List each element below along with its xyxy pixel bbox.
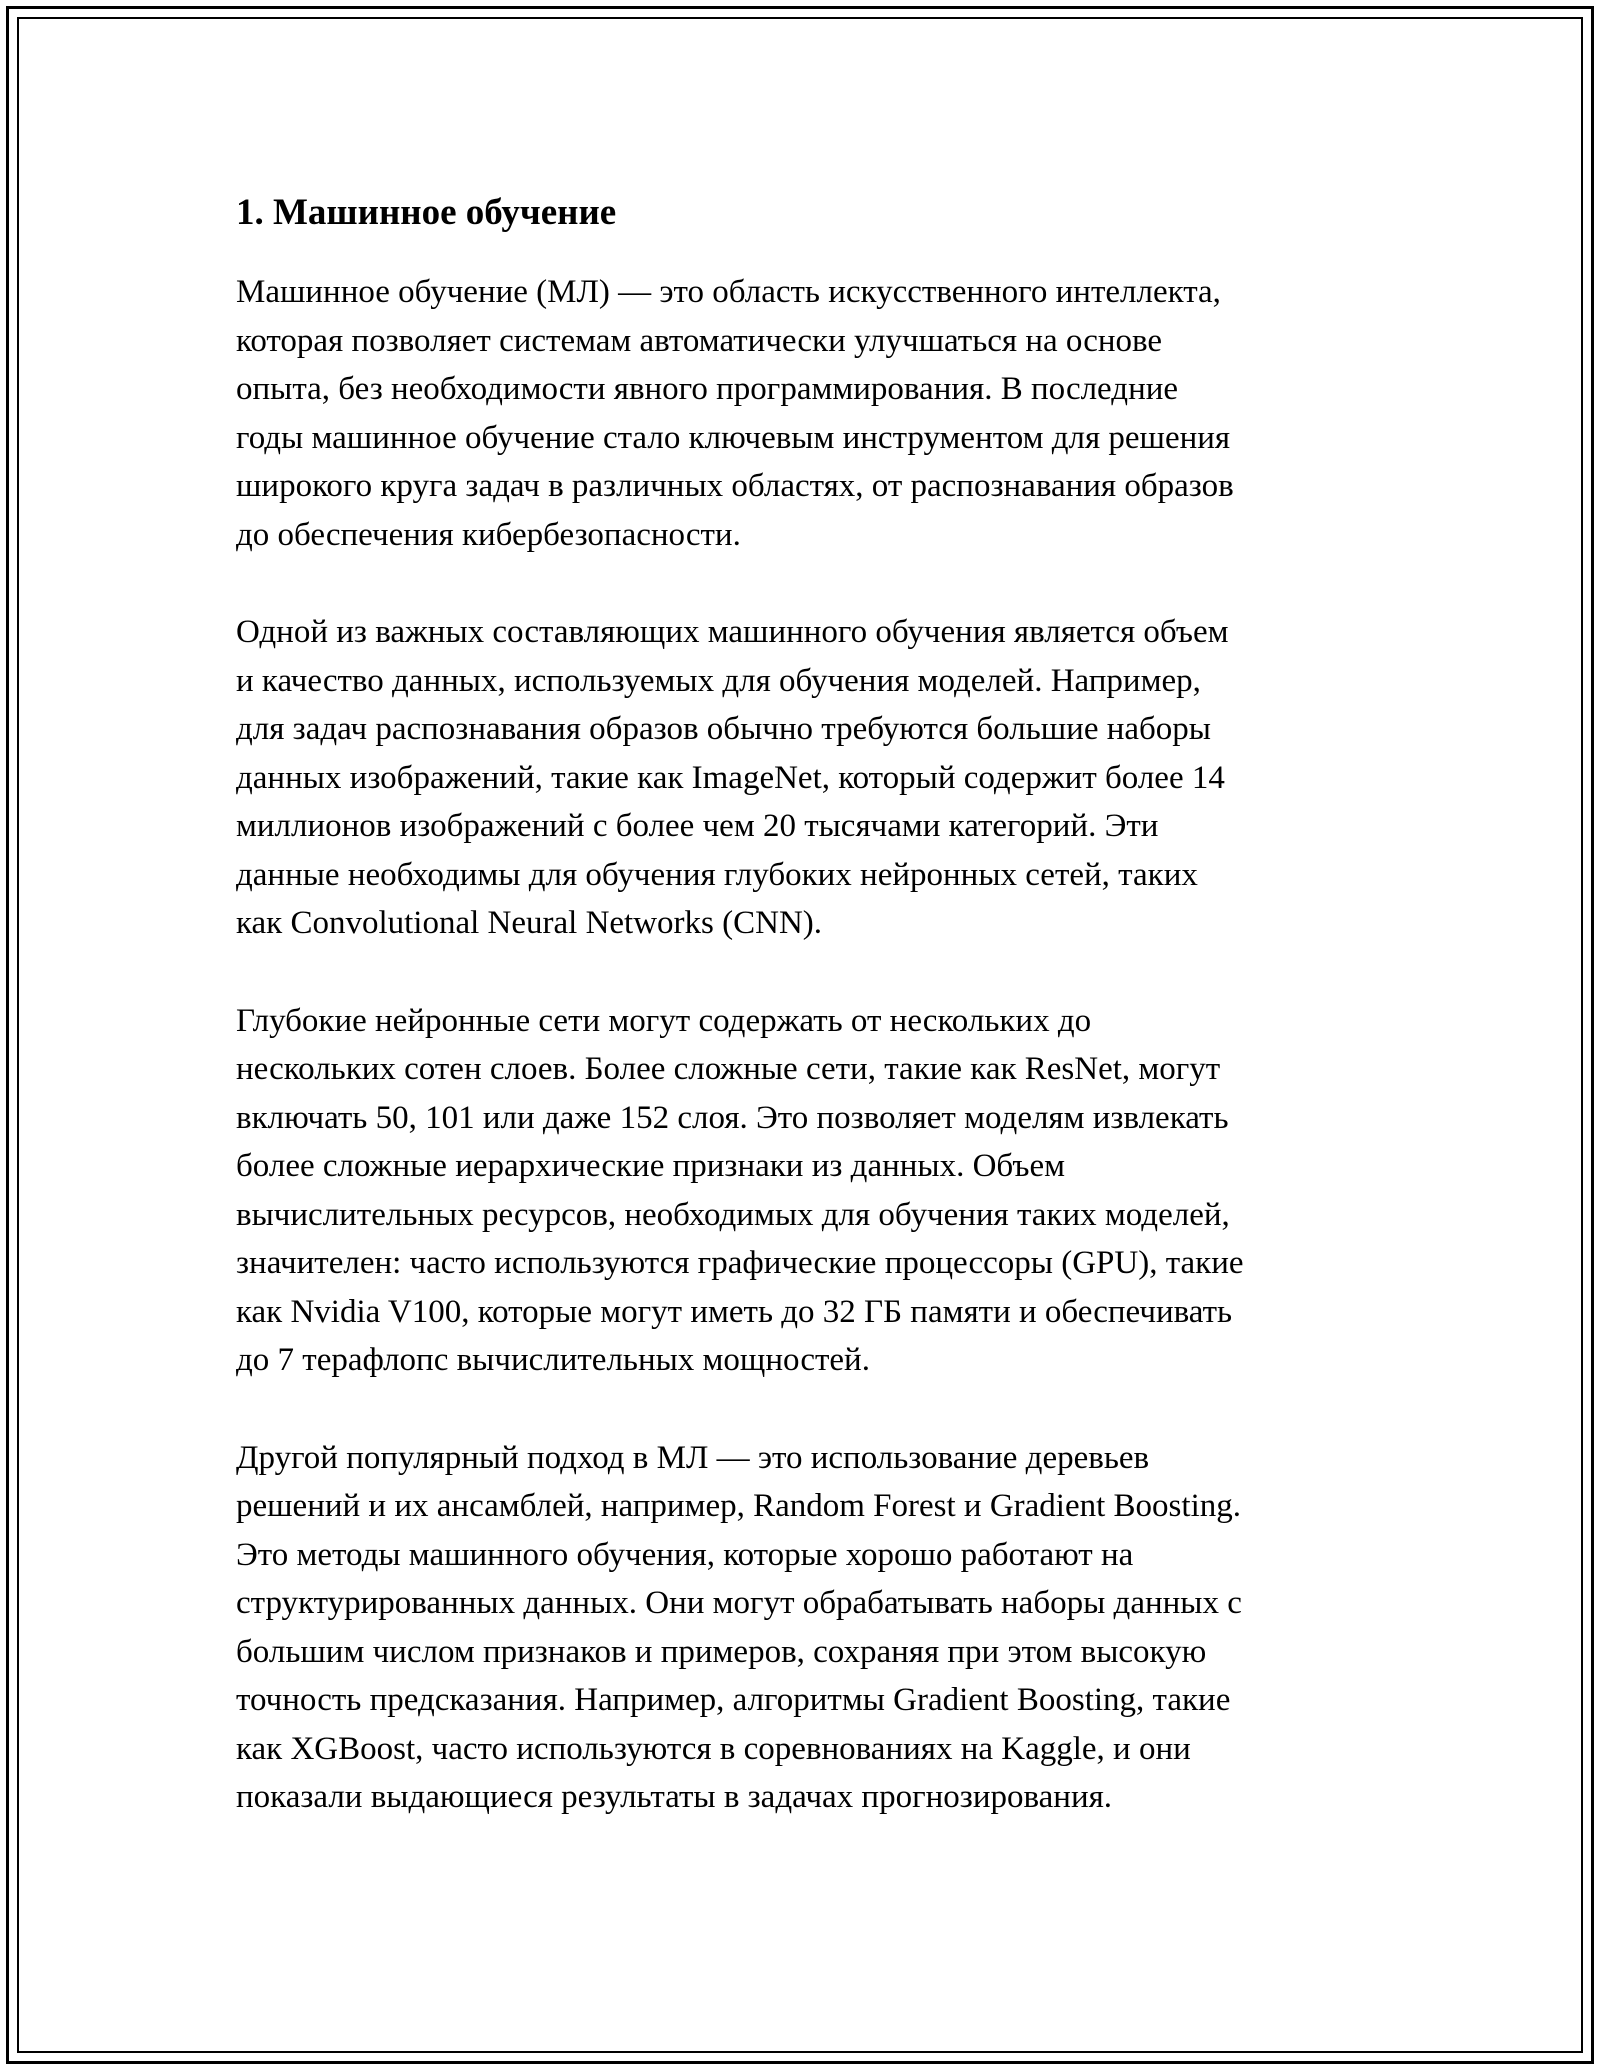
document-body	[236, 188, 1376, 1871]
text-line: как Convolutional Neural Networks (CNN).	[236, 905, 823, 941]
text-line: миллионов изображений с более чем 20 тысячами категорий. Эти	[236, 808, 1159, 844]
text-line: вычислительных ресурсов, необходимых для обучения таких моделей,	[236, 1196, 1230, 1233]
paragraph-decision-trees	[236, 1434, 1376, 1822]
text-line: нескольких сотен слоев. Более сложные сети, такие как ResNet, могут	[236, 1051, 1221, 1087]
text-line: данные необходимы для обучения глубоких нейронных сетей, таких	[236, 856, 1198, 893]
text-line: как Nvidia V100, которые могут иметь до 32 ГБ памяти и обеспечивать	[236, 1293, 1233, 1330]
paragraph-data-importance	[236, 608, 1376, 948]
text-line: широкого круга задач в различных областях, от распознавания образов	[236, 468, 1234, 504]
text-line: структурированных данных. Они могут обрабатывать наборы данных с	[236, 1585, 1242, 1621]
text-line: включать 50, 101 или даже 152 слоя. Это позволяет моделям извлекать	[236, 1099, 1229, 1136]
text-line: данных изображений, такие как ImageNet, который содержит более 14	[236, 759, 1225, 796]
text-line: Машинное обучение (МЛ) — это область искусственного интеллекта,	[236, 274, 1221, 310]
section-heading: 1. Машинное обучение	[236, 192, 617, 233]
text-line: более сложные иерархические признаки из данных. Объем	[236, 1148, 1065, 1184]
text-line: точность предсказания. Например, алгоритмы Gradient Boosting, такие	[236, 1682, 1231, 1718]
text-line: и качество данных, используемых для обучения моделей. Например,	[236, 662, 1201, 699]
text-line: до 7 терафлопс вычислительных мощностей.	[236, 1342, 870, 1378]
text-line: опыта, без необходимости явного программирования. В последние	[236, 371, 1179, 407]
text-line: Глубокие нейронные сети могут содержать от нескольких до	[236, 1002, 1092, 1039]
paragraph-deep-networks	[236, 997, 1376, 1385]
text-line: до обеспечения кибербезопасности.	[236, 516, 741, 553]
text-line: большим числом признаков и примеров, сохраняя при этом высокую	[236, 1633, 1207, 1670]
text-line: Одной из важных составляющих машинного обучения является объем	[236, 614, 1229, 650]
text-line: Другой популярный подход в МЛ — это использование деревьев	[236, 1439, 1150, 1476]
text-line: показали выдающиеся результаты в задачах прогнозирования.	[236, 1779, 1113, 1815]
text-line: значителен: часто используются графические процессоры (GPU), такие	[236, 1245, 1244, 1281]
text-line: которая позволяет системам автоматически улучшаться на основе	[236, 322, 1163, 359]
text-line: решений и их ансамблей, например, Random Forest и Gradient Boosting.	[236, 1488, 1241, 1524]
paragraph-ml-definition	[236, 268, 1376, 559]
text-line: для задач распознавания образов обычно требуются большие наборы	[236, 711, 1211, 747]
text-line: как XGBoost, часто используются в соревнованиях на Kaggle, и они	[236, 1730, 1191, 1767]
text-line: Это методы машинного обучения, которые хорошо работают на	[236, 1536, 1134, 1573]
text-line: годы машинное обучение стало ключевым инструментом для решения	[236, 419, 1231, 456]
